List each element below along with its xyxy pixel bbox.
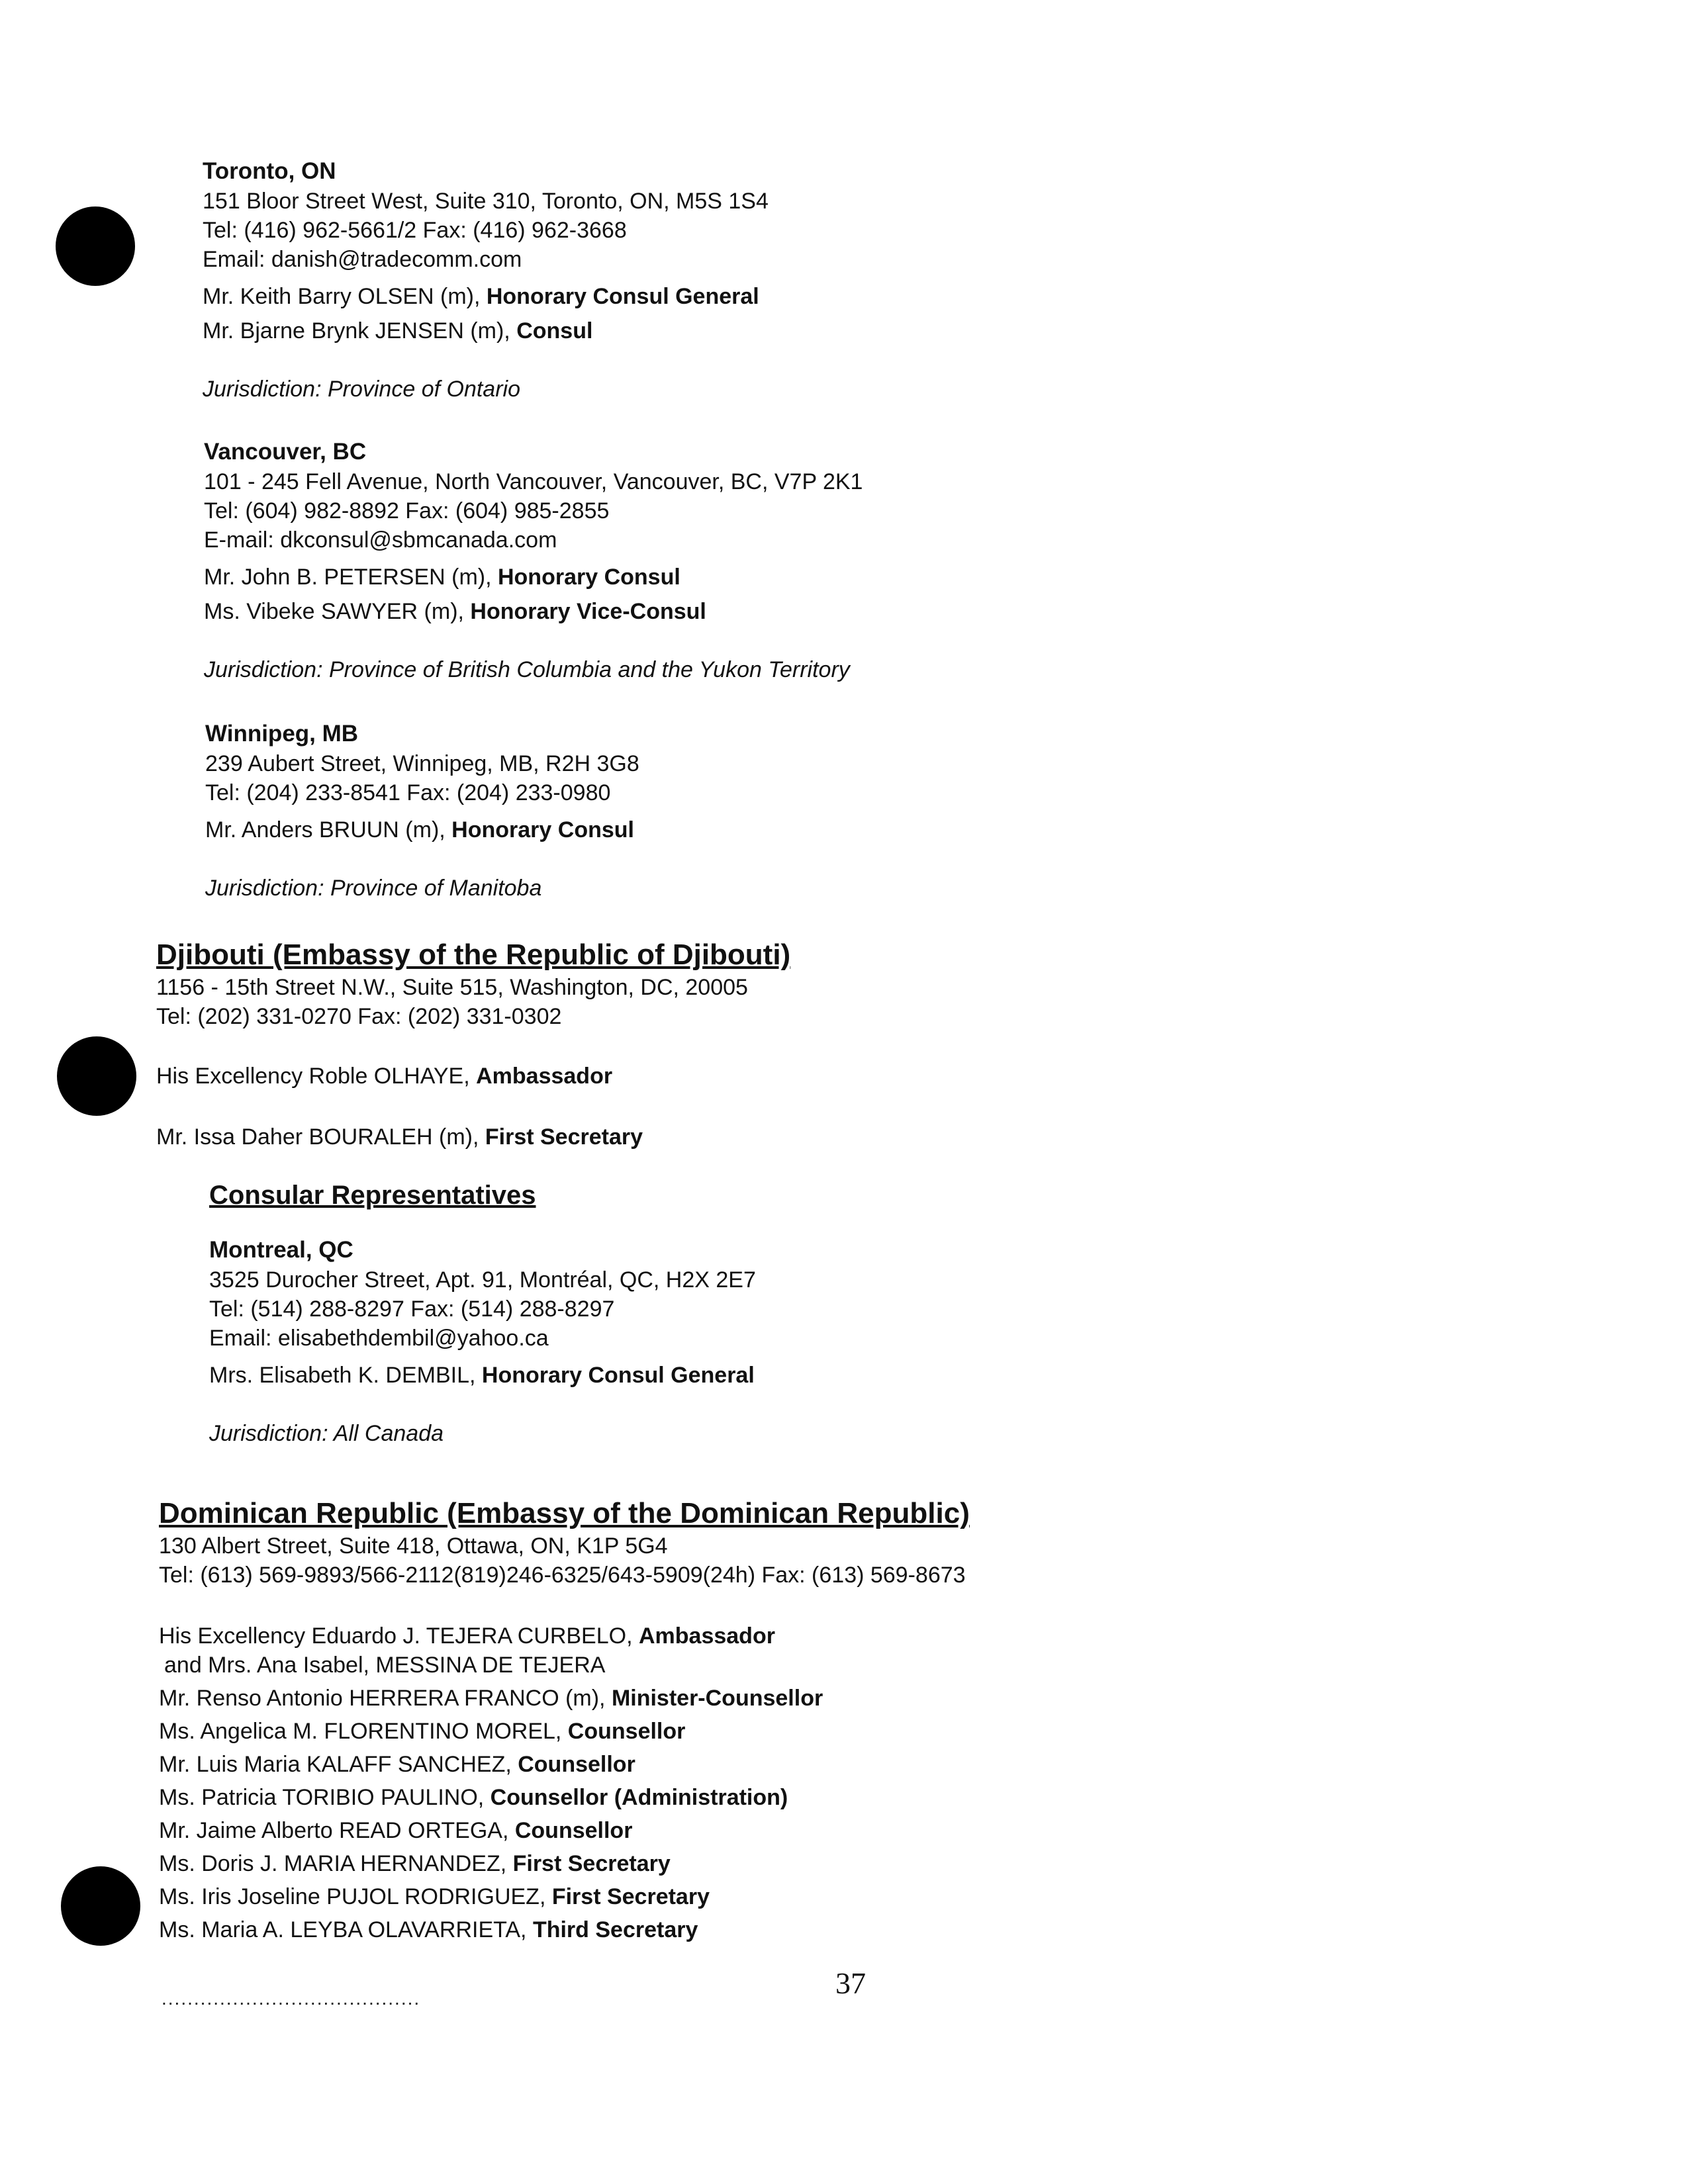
jurisdiction-label: Jurisdiction: bbox=[205, 876, 324, 901]
staff-line bbox=[159, 1684, 970, 1713]
staff-name: Mr. Issa Daher BOURALEH (m), bbox=[156, 1124, 485, 1150]
staff-name: His Excellency Eduardo J. TEJERA CURBELO, bbox=[159, 1623, 639, 1649]
winnipeg-entry bbox=[205, 719, 639, 903]
city-heading: Toronto, ON bbox=[203, 158, 336, 184]
staff-name: Mr. John B. PETERSEN (m), bbox=[204, 565, 498, 590]
page-number: 37 bbox=[835, 1966, 866, 2000]
ambassador-line bbox=[156, 1062, 790, 1091]
country-heading: Dominican Republic (Embassy of the Dominican Republic) bbox=[159, 1497, 970, 1529]
staff-name: Mr. Anders BRUUN (m), bbox=[205, 817, 452, 842]
jurisdiction-value: Province of Ontario bbox=[327, 377, 520, 402]
staff-title: Consul bbox=[516, 318, 593, 343]
staff-title: Honorary Consul bbox=[497, 565, 680, 590]
jurisdiction-label: Jurisdiction: bbox=[203, 377, 322, 402]
staff-name: Mr. Keith Barry OLSEN (m), bbox=[203, 284, 487, 309]
staff-line bbox=[203, 282, 769, 311]
staff-line bbox=[209, 1361, 756, 1390]
staff-title: Honorary Consul General bbox=[486, 284, 759, 309]
staff-name: Ms. Vibeke SAWYER (m), bbox=[204, 599, 471, 624]
punch-hole-bottom bbox=[61, 1866, 140, 1946]
staff-title: First Secretary bbox=[551, 1884, 710, 1909]
ambassador-line bbox=[159, 1621, 970, 1651]
address-line: 3525 Durocher Street, Apt. 91, Montréal, QC, H2X 2E7 bbox=[209, 1267, 756, 1293]
city-heading: Montreal, QC bbox=[209, 1237, 353, 1263]
dominican-entry bbox=[159, 1496, 970, 1944]
staff-name: Ms. Angelica M. FLORENTINO MOREL, bbox=[159, 1719, 568, 1744]
staff-line bbox=[204, 563, 863, 592]
address-line: 1156 - 15th Street N.W., Suite 515, Washington, DC, 20005 bbox=[156, 975, 748, 1000]
address-line: 101 - 245 Fell Avenue, North Vancouver, Vancouver, BC, V7P 2K1 bbox=[204, 469, 863, 494]
punch-hole-top bbox=[56, 206, 135, 286]
jurisdiction-label: Jurisdiction: bbox=[204, 657, 323, 682]
tel-fax-line: Tel: (202) 331-0270 Fax: (202) 331-0302 bbox=[156, 1004, 562, 1029]
staff-title: Ambassador bbox=[638, 1623, 775, 1649]
jurisdiction-line bbox=[204, 655, 863, 684]
staff-line bbox=[159, 1783, 970, 1812]
staff-title: Minister-Counsellor bbox=[611, 1686, 823, 1711]
staff-title: First Secretary bbox=[512, 1851, 671, 1876]
staff-name: Mr. Renso Antonio HERRERA FRANCO (m), bbox=[159, 1686, 612, 1711]
tel-fax-line: Tel: (416) 962-5661/2 Fax: (416) 962-3668 bbox=[203, 218, 627, 243]
jurisdiction-value: All Canada bbox=[333, 1421, 444, 1446]
staff-line bbox=[159, 1750, 970, 1779]
address-line: 130 Albert Street, Suite 418, Ottawa, ON, K1P 5G4 bbox=[159, 1533, 668, 1559]
staff-title: Honorary Vice-Consul bbox=[470, 599, 706, 624]
tel-fax-line: Tel: (514) 288-8297 Fax: (514) 288-8297 bbox=[209, 1297, 615, 1322]
staff-line bbox=[204, 597, 863, 626]
staff-name: Mr. Luis Maria KALAFF SANCHEZ, bbox=[159, 1752, 518, 1777]
jurisdiction-value: Province of Manitoba bbox=[330, 876, 542, 901]
spouse-line: and Mrs. Ana Isabel, MESSINA DE TEJERA bbox=[164, 1653, 606, 1678]
staff-line bbox=[205, 815, 639, 844]
email-line: Email: danish@tradecomm.com bbox=[203, 247, 522, 272]
staff-name: Mr. Bjarne Brynk JENSEN (m), bbox=[203, 318, 517, 343]
staff-name: Mrs. Elisabeth K. DEMBIL, bbox=[209, 1363, 482, 1388]
country-heading: Djibouti (Embassy of the Republic of Djibouti) bbox=[156, 938, 791, 971]
staff-line bbox=[203, 316, 769, 345]
email-line: Email: elisabethdembil@yahoo.ca bbox=[209, 1326, 549, 1351]
jurisdiction-line bbox=[205, 874, 639, 903]
tel-fax-line: Tel: (613) 569-9893/566-2112(819)246-6325/643-5909(24h) Fax: (613) 569-8673 bbox=[159, 1563, 966, 1588]
city-heading: Winnipeg, MB bbox=[205, 721, 359, 747]
footer-dotted-line: ........................................ bbox=[162, 1988, 421, 2009]
staff-line bbox=[159, 1849, 970, 1878]
staff-name: Ms. Iris Joseline PUJOL RODRIGUEZ, bbox=[159, 1884, 552, 1909]
staff-title: Counsellor bbox=[567, 1719, 686, 1744]
address-line: 239 Aubert Street, Winnipeg, MB, R2H 3G8 bbox=[205, 751, 639, 776]
staff-title: Counsellor bbox=[514, 1818, 633, 1843]
staff-line bbox=[159, 1882, 970, 1911]
staff-title: Honorary Consul bbox=[451, 817, 634, 842]
staff-title: Counsellor bbox=[518, 1752, 635, 1777]
staff-title: Honorary Consul General bbox=[481, 1363, 755, 1388]
staff-title: Ambassador bbox=[476, 1064, 613, 1089]
tel-fax-line: Tel: (204) 233-8541 Fax: (204) 233-0980 bbox=[205, 780, 611, 805]
jurisdiction-value: Province of British Columbia and the Yukon Territory bbox=[328, 657, 850, 682]
address-line: 151 Bloor Street West, Suite 310, Toronto, ON, M5S 1S4 bbox=[203, 189, 769, 214]
city-heading: Vancouver, BC bbox=[204, 439, 367, 465]
staff-title: First Secretary bbox=[485, 1124, 643, 1150]
vancouver-entry bbox=[204, 437, 863, 684]
staff-line bbox=[159, 1816, 970, 1845]
staff-name: Mr. Jaime Alberto READ ORTEGA, bbox=[159, 1818, 515, 1843]
djibouti-entry bbox=[156, 937, 790, 1152]
staff-name: Ms. Patricia TORIBIO PAULINO, bbox=[159, 1785, 491, 1810]
consular-heading: Consular Representatives bbox=[209, 1181, 536, 1210]
tel-fax-line: Tel: (604) 982-8892 Fax: (604) 985-2855 bbox=[204, 498, 610, 523]
email-line: E-mail: dkconsul@sbmcanada.com bbox=[204, 527, 557, 553]
staff-name: Ms. Maria A. LEYBA OLAVARRIETA, bbox=[159, 1917, 533, 1942]
jurisdiction-line bbox=[203, 375, 769, 404]
staff-line bbox=[159, 1717, 970, 1746]
punch-hole-middle bbox=[57, 1036, 136, 1116]
staff-name: Ms. Doris J. MARIA HERNANDEZ, bbox=[159, 1851, 513, 1876]
staff-name: His Excellency Roble OLHAYE, bbox=[156, 1064, 477, 1089]
staff-line bbox=[156, 1122, 790, 1152]
staff-line bbox=[159, 1915, 970, 1944]
djibouti-consular bbox=[209, 1178, 756, 1448]
jurisdiction-label: Jurisdiction: bbox=[209, 1421, 328, 1446]
staff-title: Counsellor (Administration) bbox=[490, 1785, 788, 1810]
toronto-entry bbox=[203, 156, 769, 404]
jurisdiction-line bbox=[209, 1419, 756, 1448]
staff-title: Third Secretary bbox=[532, 1917, 698, 1942]
